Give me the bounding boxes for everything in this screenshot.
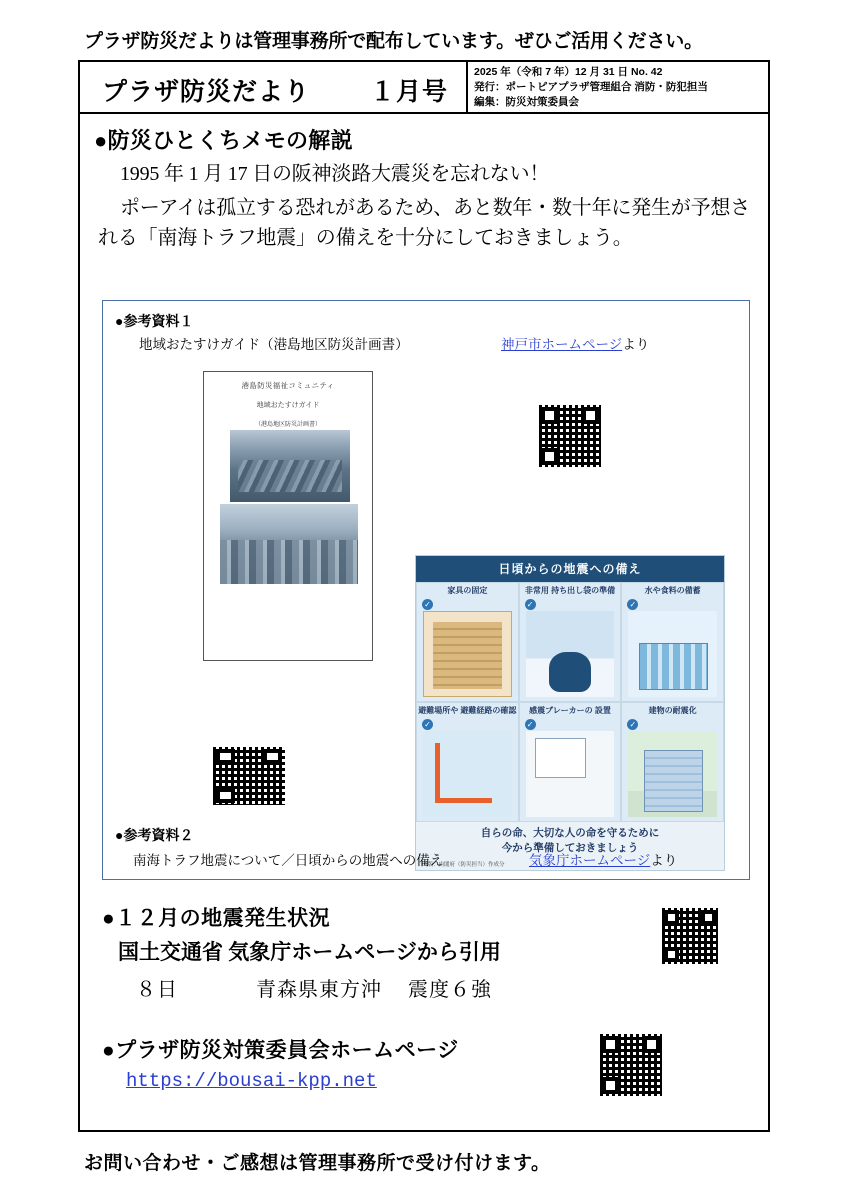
poster-cell-title: 感震ブレーカーの 設置 [529, 706, 611, 715]
check-icon: ✓ [422, 719, 433, 730]
check-icon: ✓ [525, 719, 536, 730]
check-icon: ✓ [627, 599, 638, 610]
seismic-breaker-illustration [526, 731, 615, 817]
poster-cell [416, 702, 519, 822]
quake-heading: ●１２月の地震発生状況 [102, 906, 331, 930]
publisher: 発行：ポートピアプラザ管理組合 消防・防犯担当 [474, 81, 708, 93]
kobe-city-homepage-link[interactable]: 神戸市ホームページ [501, 337, 623, 352]
guide-book-cover [203, 371, 373, 661]
furniture-illustration [423, 611, 512, 697]
poster-title: 日頃からの地震への備え [416, 556, 724, 582]
check-icon: ✓ [525, 599, 536, 610]
issue-label: １月号 [370, 79, 449, 106]
reference-box [102, 300, 750, 880]
quake-place: 青森県東方沖 [256, 979, 382, 1001]
intro-paragraph-1: 1995 年 1 月 17 日の阪神淡路大震災を忘れない！ [120, 163, 550, 185]
quake-record [136, 973, 742, 1002]
poster-footer-line-2: 今から準備しておきましょう [501, 842, 639, 854]
committee-site-url[interactable]: https://bousai-kpp.net [126, 1070, 377, 1092]
poster-grid [416, 582, 724, 822]
qr-code-guide[interactable] [213, 747, 285, 805]
poster-cell [519, 702, 622, 822]
qr-finder-icon [541, 448, 557, 464]
reference-2-subtitle: 南海トラフ地震について／日頃からの地震への備え [133, 853, 444, 868]
jma-preparedness-poster [415, 555, 725, 871]
jma-homepage-link[interactable]: 気象庁ホームページ [529, 853, 651, 868]
quake-intensity: 震度６強 [408, 979, 492, 1001]
poster-credit: 図版：内閣府（防災担当）作成分 [422, 862, 505, 868]
masthead-title: プラザ防災だより [102, 79, 311, 106]
check-icon: ✓ [627, 719, 638, 730]
december-quake-section [102, 902, 742, 1002]
publication-date: 2025 年（令和 7 年）12 月 31 日 No. 42 [474, 66, 663, 78]
reference-1-source-suffix: より [622, 337, 650, 352]
reference-1-subtitle: 地域おたすけガイド（港島地区防災計画書） [139, 337, 409, 352]
reference-2-title: ●参考資料２ [115, 829, 194, 844]
poster-cell [416, 582, 519, 702]
qr-code-jma[interactable] [662, 908, 718, 964]
top-note: プラザ防災だよりは管理事務所で配布しています。ぜひご活用ください。 [84, 31, 703, 52]
poster-cell [621, 582, 724, 702]
qr-finder-icon [216, 788, 235, 803]
reference-1-title: ●参考資料１ [115, 315, 194, 330]
poster-cell-title: 建物の耐震化 [648, 706, 697, 715]
qr-code-kobe-city[interactable] [539, 405, 601, 467]
poster-cell [519, 582, 622, 702]
cover-line-2: 地域おたすけガイド [256, 401, 320, 409]
bottom-note: お問い合わせ・ご感想は管理事務所で受け付けます。 [84, 1153, 551, 1174]
evacuation-route-illustration [423, 731, 512, 817]
poster-cell [621, 702, 724, 822]
qr-code-committee-site[interactable] [600, 1034, 662, 1096]
poster-cell-title: 家具の固定 [447, 586, 488, 595]
publication-info [466, 62, 770, 112]
cover-line-1: 港島防災福祉コミュニティ [241, 381, 335, 390]
intro-section [80, 116, 768, 253]
water-food-stock-illustration [628, 611, 717, 697]
poster-cell-title: 避難場所や 避難経路の確認 [418, 706, 517, 715]
reference-2-source-suffix: より [650, 853, 678, 868]
qr-finder-icon [664, 947, 679, 962]
poster-footer-line-1: 自らの命、大切な人の命を守るために [480, 827, 660, 839]
site-heading: ●プラザ防災対策委員会ホームページ [102, 1038, 459, 1062]
qr-finder-icon [602, 1077, 618, 1093]
cover-line-3: （港島地区防災計画書） [254, 422, 321, 428]
editor: 編集：防災対策委員会 [474, 96, 579, 108]
newsletter-header [80, 62, 768, 114]
reference-2-source [529, 849, 677, 869]
intro-heading: ●防災ひとくちメモの解説 [94, 128, 353, 153]
emergency-bag-illustration [526, 611, 615, 697]
quake-day: ８日 [136, 979, 178, 1001]
cover-photo-aerial [230, 430, 350, 502]
quake-source: 国土交通省 気象庁ホームページから引用 [118, 940, 501, 964]
reference-1-source [501, 333, 649, 353]
intro-paragraph-2: ポーアイは孤立する恐れがあるため、あと数年・数十年に発生が予想される「南海トラフ地震」の備えを十分にしておきましょう。 [98, 197, 750, 249]
newsletter-frame [78, 60, 770, 1132]
poster-cell-title: 水や食料の備蓄 [644, 586, 701, 595]
poster-cell-title: 非常用 持ち出し袋の準備 [524, 586, 616, 595]
check-icon: ✓ [422, 599, 433, 610]
building-seismic-illustration [628, 731, 717, 817]
cover-photo-cityscape [220, 504, 358, 584]
